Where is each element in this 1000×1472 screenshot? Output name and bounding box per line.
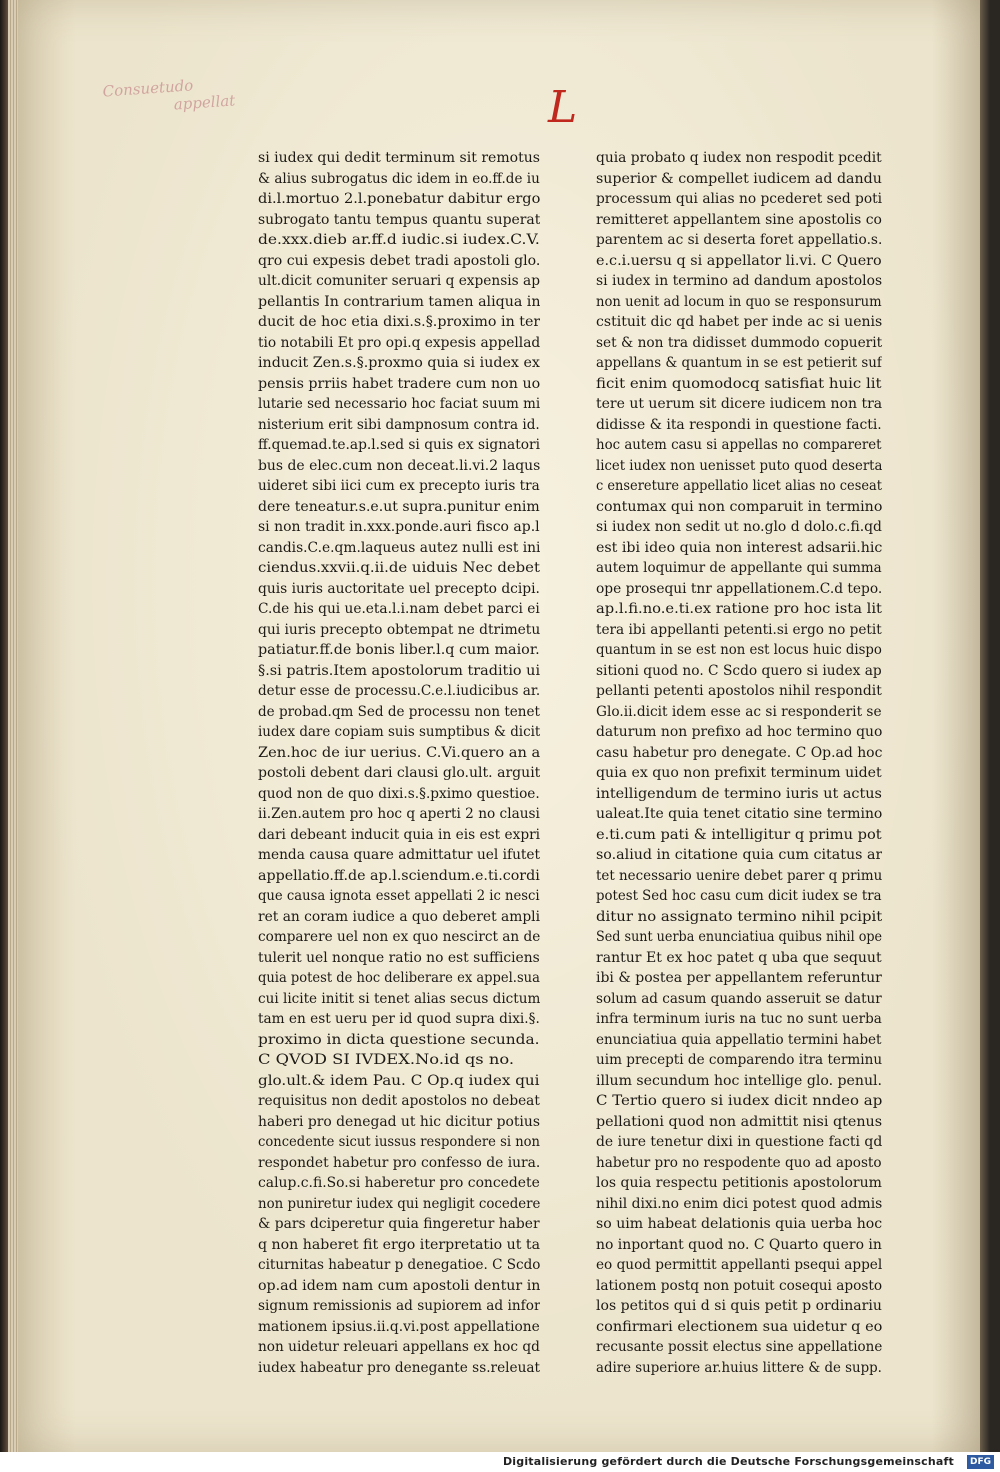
text-line: proximo in dicta questione secunda. bbox=[258, 1031, 540, 1048]
text-line: los quia respectu petitionis apostolorum bbox=[596, 1175, 882, 1191]
text-line: cstituit dic qd habet per inde ac si uenis bbox=[596, 314, 882, 330]
text-line: Sed sunt uerba enunciatiua quibus nihil ope bbox=[596, 929, 882, 945]
text-line: adire superiore ar.huius littere & de supp. bbox=[596, 1359, 882, 1376]
text-line: ap.l.fi.no.e.ti.ex ratione pro hoc ista lit bbox=[596, 601, 882, 617]
text-line: appellans & quantum in se est petierit suf bbox=[596, 355, 882, 371]
text-line: si iudex non sedit ut no.glo d dolo.c.fi.qd bbox=[596, 519, 882, 535]
text-line: qro cui expesis debet tradi apostoli glo. bbox=[258, 252, 540, 269]
text-line: postoli debent dari clausi glo.ult. arguit bbox=[258, 765, 540, 781]
text-line: signum remissionis ad supiorem ad infor bbox=[258, 1298, 540, 1314]
text-line: calup.c.fi.So.si haberetur pro concedete bbox=[258, 1175, 540, 1191]
text-line: so.aliud in citatione quia cum citatus ar bbox=[596, 847, 882, 863]
text-line: tio notabili Et pro opi.q expesis appellad bbox=[258, 334, 540, 351]
text-line: illum secundum hoc intellige glo. penul. bbox=[596, 1072, 882, 1089]
text-line: quia potest de hoc deliberare ex appel.sua bbox=[258, 970, 540, 986]
text-line: quantum in se est non est locus huic dispo bbox=[596, 642, 882, 658]
text-line: ditur no assignato termino nihil pcipit bbox=[596, 908, 882, 925]
text-line: iudex habeatur pro denegante ss.releuat bbox=[258, 1359, 540, 1376]
funding-notice: Digitalisierung gefördert durch die Deutsche Forschungsgemeinschaft bbox=[502, 1455, 954, 1468]
text-line: requisitus non dedit apostolos no debeat bbox=[258, 1093, 540, 1109]
text-line: superior & compellet iudicem ad dandu bbox=[596, 170, 882, 187]
text-line: cui licite initit si tenet alias secus dictum bbox=[258, 990, 540, 1007]
text-line: contumax qui non comparuit in termino bbox=[596, 498, 882, 515]
text-line: si non tradit in.xxx.ponde.auri fisco ap.l bbox=[258, 519, 540, 535]
text-line: & pars dciperetur quia fingeretur haber bbox=[258, 1216, 540, 1232]
text-line: C.de his qui ue.eta.l.i.nam debet parci ei bbox=[258, 601, 540, 617]
text-line: op.ad idem nam cum apostoli dentur in bbox=[258, 1277, 540, 1294]
text-line: comparere uel non ex quo nescirct an de bbox=[258, 929, 540, 945]
text-line: ducit de hoc etia dixi.s.§.proximo in ter bbox=[258, 314, 540, 330]
text-line: Zen.hoc de iur uerius. C.Vi.quero an a bbox=[258, 744, 540, 761]
text-line: candis.C.e.qm.laqueus autez nulli est ini bbox=[258, 539, 540, 556]
text-line: ficit enim quomodocq satisfiat huic lit bbox=[596, 375, 882, 392]
text-line: daturum non prefixo ad hoc termino quo bbox=[596, 724, 882, 740]
dfg-logo: DFG bbox=[967, 1455, 994, 1469]
text-line: pellationi quod non admittit nisi qtenus bbox=[596, 1113, 882, 1130]
text-line: set & non tra didisset dummodo copuerit bbox=[596, 334, 882, 351]
text-line: tet necessario uenire debet parer q primu bbox=[596, 867, 882, 884]
text-line: tera ibi appellanti petenti.si ergo no petit bbox=[596, 621, 882, 638]
text-line: solum ad casum quando asseruit se datur bbox=[596, 990, 882, 1007]
text-line: C QVOD SI IVDEX.No.id qs no. bbox=[258, 1052, 515, 1068]
text-line: pensis prriis habet tradere cum non uo bbox=[258, 375, 540, 392]
text-line: no inportant quod no. C Quarto quero in bbox=[596, 1236, 882, 1253]
text-line: inducit Zen.s.§.proxmo quia si iudex ex bbox=[258, 355, 540, 371]
text-line: enunciatiua quia appellatio termini habet bbox=[596, 1031, 882, 1048]
text-line: intelligendum de termino iuris ut actus bbox=[596, 785, 882, 802]
text-line: si iudex qui dedit terminum sit remotus bbox=[258, 150, 540, 166]
text-line: lationem postq non potuit cosequi aposto bbox=[596, 1277, 882, 1294]
text-line: rantur Et ex hoc patet q uba que sequut bbox=[596, 949, 882, 966]
text-column-right bbox=[596, 148, 882, 1378]
text-line: di.l.mortuo 2.l.ponebatur dabitur ergo bbox=[258, 191, 540, 207]
text-line: quia probato q iudex non respodit pcedit bbox=[596, 150, 882, 166]
text-line: de probad.qm Sed de processu non tenet bbox=[258, 703, 540, 720]
text-line: haberi pro denegad ut hic dicitur potius bbox=[258, 1113, 540, 1130]
text-line: quis iuris auctoritate uel precepto dcipi. bbox=[258, 580, 540, 597]
text-line: tam en est ueru per id quod supra dixi.§. bbox=[258, 1011, 540, 1027]
text-line: ualeat.Ite quia tenet citatio sine termino bbox=[596, 806, 882, 822]
text-line: non uidetur releuari appellans ex hoc qd bbox=[258, 1339, 540, 1355]
text-line: ibi & postea per appellantem referuntur bbox=[596, 970, 882, 986]
text-line: eo quod permittit appellanti psequi appel bbox=[596, 1257, 882, 1273]
text-line: ff.quemad.te.ap.l.sed si quis ex signatori bbox=[258, 437, 540, 453]
text-line: recusante possit electus sine appellatione bbox=[596, 1339, 882, 1355]
text-line: C Tertio quero si iudex dicit nndeo ap bbox=[596, 1093, 882, 1109]
text-line: dari debeant inducit quia in eis est expri bbox=[258, 826, 540, 843]
text-line: respondet habetur pro confesso de iura. bbox=[258, 1154, 540, 1171]
text-line: de.xxx.dieb ar.ff.d iudic.si iudex.C.V. bbox=[258, 232, 540, 248]
text-line: Glo.ii.dicit idem esse ac si responderit se bbox=[596, 703, 882, 720]
text-line: e.c.i.uersu q si appellator li.vi. C Quero bbox=[596, 252, 882, 269]
page-right-edge bbox=[980, 0, 990, 1452]
text-line: e.ti.cum pati & intelligitur q primu pot bbox=[596, 826, 882, 843]
text-line: de iure tenetur dixi in questione facti qd bbox=[596, 1134, 882, 1150]
text-line: tere ut uerum sit dicere iudicem non tra bbox=[596, 396, 882, 412]
text-line: los petitos qui d si quis petit p ordinariu bbox=[596, 1298, 882, 1314]
text-line: habetur pro no respodente quo ad aposto bbox=[596, 1154, 882, 1171]
text-line: tulerit uel nonque ratio no est sufficiens bbox=[258, 949, 540, 966]
text-line: & alius subrogatus dic idem in eo.ff.de iu bbox=[258, 170, 540, 187]
text-line: uim precepti de comparendo itra terminu bbox=[596, 1052, 882, 1068]
text-line: qui iuris precepto obtempat ne dtrimetu bbox=[258, 621, 540, 638]
text-line: bus de elec.cum non deceat.li.vi.2 laqus bbox=[258, 457, 540, 474]
text-line: sitioni quod no. C Scdo quero si iudex ap bbox=[596, 662, 882, 679]
text-line: ciendus.xxvii.q.ii.de uiduis Nec debet bbox=[258, 560, 540, 576]
text-line: ult.dicit comuniter seruari q expensis ap bbox=[258, 273, 540, 289]
text-line: ii.Zen.autem pro hoc q aperti 2 no clausi bbox=[258, 806, 540, 822]
text-line: pellanti petenti apostolos nihil respondit bbox=[596, 683, 882, 699]
text-line: citurnitas habeatur p denegatioe. C Scdo bbox=[258, 1257, 540, 1273]
text-line: ret an coram iudice a quo deberet ampli bbox=[258, 908, 540, 925]
text-line: nisterium erit sibi dampnosum contra id. bbox=[258, 416, 540, 433]
text-line: pellantis In contrarium tamen aliqua in bbox=[258, 293, 540, 310]
text-line: lutarie sed necessario hoc faciat suum mi bbox=[258, 396, 540, 412]
text-line: concedente sicut iussus respondere si non bbox=[258, 1134, 540, 1150]
text-line: est ibi ideo quia non interest adsarii.hic bbox=[596, 539, 882, 556]
text-line: didisse & ita respondi in questione facti. bbox=[596, 416, 882, 433]
text-line: dere teneatur.s.e.ut supra.punitur enim bbox=[258, 498, 540, 515]
text-line: si iudex in termino ad dandum apostolos bbox=[596, 273, 882, 289]
footer-bar bbox=[0, 1452, 1000, 1472]
text-line: so uim habeat delationis quia uerba hoc bbox=[596, 1216, 882, 1232]
text-line: confirmari electionem sua uidetur q eo bbox=[596, 1318, 882, 1335]
text-line: autem loquimur de appellante qui summa bbox=[596, 560, 882, 576]
text-column-left bbox=[258, 148, 540, 1378]
text-line: q non haberet fit ergo iterpretatio ut ta bbox=[258, 1236, 540, 1253]
text-line: §.si patris.Item apostolorum traditio ui bbox=[258, 662, 540, 679]
text-line: non puniretur iudex qui negligit cocedere bbox=[258, 1195, 540, 1212]
text-line: que causa ignota esset appellati 2 ic nesci bbox=[258, 888, 540, 904]
text-line: quod non de quo dixi.s.§.pximo questioe. bbox=[258, 785, 540, 802]
text-line: hoc autem casu si appellas no compareret bbox=[596, 437, 882, 453]
text-line: glo.ult.& idem Pau. C Op.q iudex qui bbox=[258, 1072, 540, 1089]
margin-note-line: appellat bbox=[173, 91, 236, 114]
text-line: appellatio.ff.de ap.l.sciendum.e.ti.cordi bbox=[258, 867, 540, 884]
folio-number: L bbox=[548, 82, 576, 133]
text-line: subrogato tantu tempus quantu superat bbox=[258, 211, 540, 228]
text-line: parentem ac si deserta foret appellatio.s. bbox=[596, 232, 882, 248]
text-line: non uenit ad locum in quo se responsurum bbox=[596, 293, 882, 310]
text-line: nihil dixi.no enim dici potest quod admis bbox=[596, 1195, 882, 1212]
text-line: c ensereture appellatio licet alias no ceseat bbox=[596, 478, 882, 494]
text-line: uideret sibi iici cum ex precepto iuris tra bbox=[258, 478, 540, 494]
text-line: infra terminum iuris na tuc no sunt uerba bbox=[596, 1011, 882, 1027]
text-line: quia ex quo non prefixit terminum uidet bbox=[596, 765, 882, 781]
text-line: menda causa quare admittatur uel ifutet bbox=[258, 847, 540, 863]
text-line: casu habetur pro denegate. C Op.ad hoc bbox=[596, 744, 882, 761]
text-line: patiatur.ff.de bonis liber.l.q cum maior. bbox=[258, 642, 540, 658]
text-line: ope prosequi tnr appellationem.C.d tepo. bbox=[596, 580, 882, 597]
text-line: licet iudex non uenisset puto quod deserta bbox=[596, 457, 882, 474]
text-line: detur esse de processu.C.e.l.iudicibus ar. bbox=[258, 683, 540, 699]
text-line: potest Sed hoc casu cum dicit iudex se tra bbox=[596, 888, 882, 904]
text-line: mationem ipsius.ii.q.vi.post appellatione bbox=[258, 1318, 540, 1335]
text-line: remitteret appellantem sine apostolis co bbox=[596, 211, 882, 228]
text-line: processum qui alias no pcederet sed poti bbox=[596, 191, 882, 207]
text-line: iudex dare copiam suis sumptibus & dicit bbox=[258, 724, 540, 740]
margin-note-line: Consuetudo bbox=[102, 76, 194, 101]
